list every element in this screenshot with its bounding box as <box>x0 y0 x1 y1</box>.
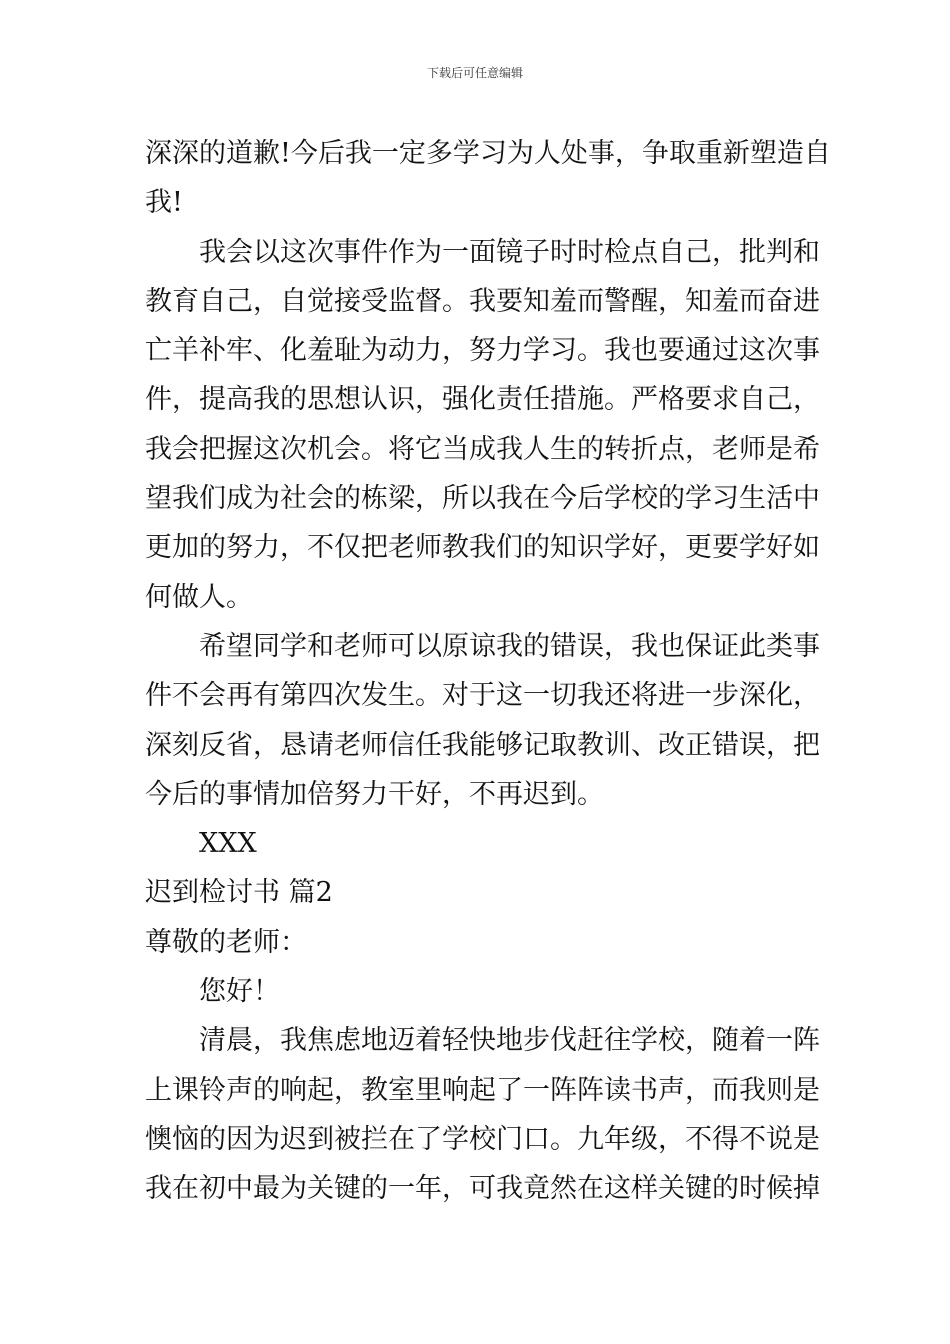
document-body <box>145 129 831 1214</box>
paragraph-start: 清晨，我焦虑地迈着轻快地步伐赶往学校，随着一阵 <box>199 1025 820 1057</box>
greeting: 您好！ <box>199 976 280 1008</box>
text-line: 我会把握这次机会。将它当成我人生的转折点，老师是希 <box>145 433 820 465</box>
page-header: 下载后可任意编辑 <box>426 66 523 80</box>
signature: XXX <box>199 828 257 860</box>
text-line: 望我们成为社会的栋梁，所以我在今后学校的学习生活中 <box>145 483 820 515</box>
text-line: 懊恼的因为迟到被拦在了学校门口。九年级，不得不说是 <box>145 1123 820 1155</box>
text-line: 亡羊补牢、化羞耻为动力，努力学习。我也要通过这次事 <box>145 335 820 367</box>
text-line: 今后的事情加倍努力干好，不再迟到。 <box>145 778 604 810</box>
text-line: 件不会再有第四次发生。对于这一切我还将进一步深化， <box>145 680 820 712</box>
text-line: 上课铃声的响起，教室里响起了一阵阵读书声，而我则是 <box>145 1074 820 1106</box>
paragraph-start: 我会以这次事件作为一面镜子时时检点自己，批判和 <box>199 236 820 268</box>
paragraph-start: 希望同学和老师可以原谅我的错误，我也保证此类事 <box>199 630 820 662</box>
text-line: 深深的道歉!今后我一定多学习为人处事，争取重新塑造自 <box>145 138 831 169</box>
text-line: 件，提高我的思想认识，强化责任措施。严格要求自己， <box>145 384 820 416</box>
text-line: 深刻反省，恳请老师信任我能够记取教训、改正错误，把 <box>145 729 820 761</box>
text-line: 我! <box>145 187 183 219</box>
text-line: 何做人。 <box>145 581 253 613</box>
salutation: 尊敬的老师： <box>145 926 307 958</box>
section-title: 迟到检讨书 篇2 <box>145 877 333 909</box>
text-line: 我在初中最为关键的一年，可我竟然在这样关键的时候掉 <box>145 1173 820 1205</box>
text-line: 教育自己，自觉接受监督。我要知羞而警醒，知羞而奋进 <box>145 285 820 317</box>
text-line: 更加的努力，不仅把老师教我们的知识学好，更要学好如 <box>145 532 820 564</box>
